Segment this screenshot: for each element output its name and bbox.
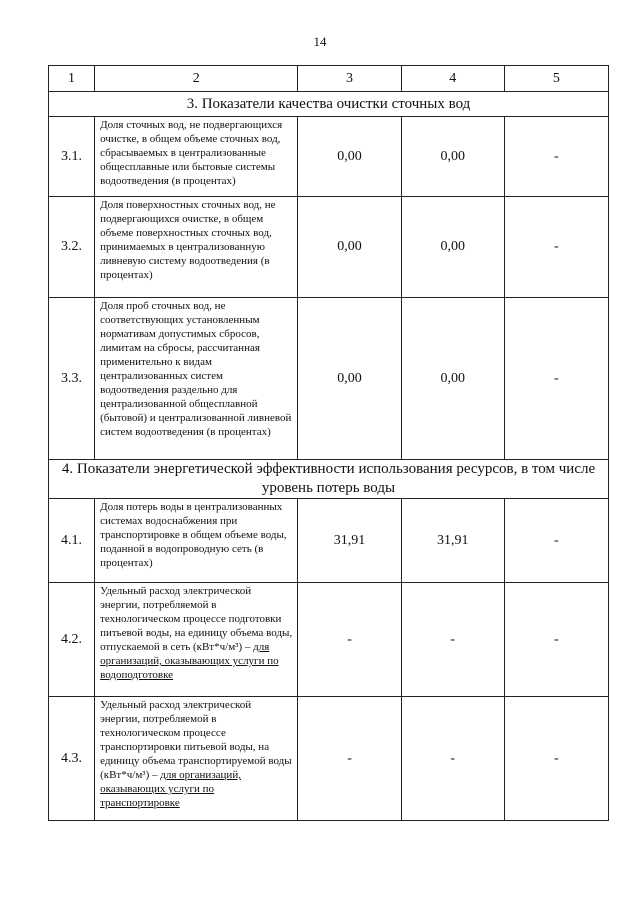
- column-header: 5: [504, 66, 608, 92]
- value-col3: -: [298, 697, 401, 821]
- value-col3: 0,00: [298, 298, 401, 460]
- indicator-description: Доля проб сточных вод, не соответствующих установленным нормативам допустимых сбросов, лимитам на сбросы, рассчитанная применительно к видам централизованных систем водоотведения раздельно для централизованной общесплавной (бытовой) и централизованной ливневой систем водоотведения (в процентах): [95, 298, 298, 460]
- value-col4: 0,00: [401, 298, 504, 460]
- column-number-row: [49, 66, 609, 92]
- value-col5: -: [504, 197, 608, 298]
- description-text: Удельный расход электрической энергии, потребляемой в технологическом процессе подготовки питьевой воды, на единицу объема воды, отпускаемой в сеть (кВт*ч/м³) –: [100, 585, 293, 653]
- column-header: 2: [95, 66, 298, 92]
- value-col5: -: [504, 117, 608, 197]
- value-col5: -: [504, 499, 608, 583]
- value-col4: 0,00: [401, 117, 504, 197]
- table-row: [49, 117, 609, 197]
- table-row: [49, 197, 609, 298]
- value-col3: 0,00: [298, 117, 401, 197]
- table-row: [49, 583, 609, 697]
- description-underlined: для организаций, оказывающих услуги по транспортировке: [100, 769, 241, 809]
- row-number: 4.1.: [49, 499, 95, 583]
- indicator-description: Доля поверхностных сточных вод, не подвергающихся очистке, в общем объеме поверхностных сточных вод, принимаемых в централизованную ливневую систему водоотведения (в процентах): [95, 197, 298, 298]
- section-title: 4. Показатели энергетической эффективности использования ресурсов, в том числе уровень потерь воды: [49, 460, 609, 499]
- value-col3: -: [298, 583, 401, 697]
- section-3-header-row: [49, 92, 609, 117]
- row-number: 3.2.: [49, 197, 95, 298]
- value-col5: -: [504, 298, 608, 460]
- value-col5: -: [504, 697, 608, 821]
- table-row: [49, 499, 609, 583]
- value-col4: -: [401, 583, 504, 697]
- indicators-table: [48, 65, 609, 821]
- table-row: [49, 298, 609, 460]
- value-col5: -: [504, 583, 608, 697]
- value-col4: 0,00: [401, 197, 504, 298]
- description-underlined: для организаций, оказывающих услуги по водоподготовке: [100, 641, 279, 681]
- row-number: 4.2.: [49, 583, 95, 697]
- indicator-description: Доля сточных вод, не подвергающихся очистке, в общем объеме сточных вод, сбрасываемых в централизованные общесплавные или бытовые системы водоотведения (в процентах): [95, 117, 298, 197]
- column-header: 3: [298, 66, 401, 92]
- section-4-header-row: [49, 460, 609, 499]
- column-header: 4: [401, 66, 504, 92]
- value-col4: 31,91: [401, 499, 504, 583]
- row-number: 3.3.: [49, 298, 95, 460]
- indicator-description: [95, 583, 298, 697]
- value-col3: 31,91: [298, 499, 401, 583]
- column-header: 1: [49, 66, 95, 92]
- indicator-description: Доля потерь воды в централизованных системах водоснабжения при транспортировке в общем объеме воды, поданной в водопроводную сеть (в процентах): [95, 499, 298, 583]
- value-col4: -: [401, 697, 504, 821]
- row-number: 3.1.: [49, 117, 95, 197]
- section-title: 3. Показатели качества очистки сточных вод: [49, 92, 609, 117]
- description-text: Удельный расход электрической энергии, потребляемой в технологическом процессе транспортировки питьевой воды, на единицу объема транспортируемой воды (кВт*ч/м³) –: [100, 699, 292, 781]
- indicator-description: [95, 697, 298, 821]
- table-row: [49, 697, 609, 821]
- row-number: 4.3.: [49, 697, 95, 821]
- value-col3: 0,00: [298, 197, 401, 298]
- page-number: 14: [313, 34, 327, 49]
